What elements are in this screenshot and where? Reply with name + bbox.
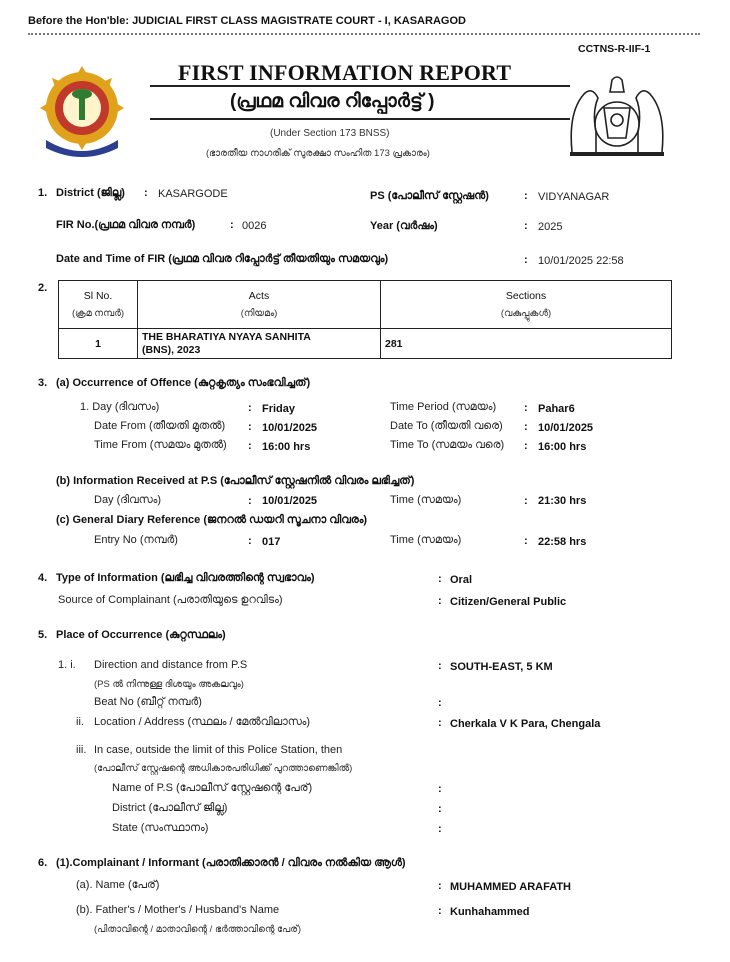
col-sections-header <box>381 281 672 329</box>
entry-no-value: 017 <box>262 536 281 548</box>
year-value: 2025 <box>538 221 563 233</box>
outside-limit-label-ml: (പോലീസ് സ്റ്റേഷന്റെ അധികാരപരിധിക്ക് പുറത്താണെങ്കിൽ) <box>94 763 353 774</box>
received-time-label: Time (സമയം) <box>390 494 462 506</box>
father-name-label-ml: (പിതാവിന്റെ / മാതാവിന്റെ / ഭർത്താവിന്റെ പേര്) <box>94 924 302 935</box>
complainant-heading: (1).Complainant / Informant (പരാതിക്കാരൻ / വിവരം നൽകിയ ആൾ) <box>56 857 406 869</box>
ps-colon: : <box>524 190 528 202</box>
fir-datetime-label: Date and Time of FIR (പ്രഥമ വിവര റിപ്പോർട്ട് തീയതിയും സമയവും) <box>56 253 389 265</box>
entry-no-label: Entry No (നമ്പർ) <box>94 534 178 546</box>
fir-datetime-value: 10/01/2025 22:58 <box>538 255 624 267</box>
source-value: Citizen/General Public <box>450 596 567 608</box>
title-underline <box>150 85 570 87</box>
gd-time-value: 22:58 hrs <box>538 536 587 548</box>
direction-label-ml: (PS ൽ നിന്നുള്ള ദിശയും അകലവും) <box>94 679 244 690</box>
district-colon: : <box>144 187 148 199</box>
source-colon: : <box>438 595 442 607</box>
col-sl-ml: (ക്രമ നമ്പർ) <box>71 308 125 319</box>
under-section: (Under Section 173 BNSS) <box>270 128 390 139</box>
col-sl-en: Sl No. <box>83 290 113 302</box>
info-type-colon: : <box>438 573 442 585</box>
row-act <box>138 329 381 359</box>
gd-time-label: Time (സമയം) <box>390 534 462 546</box>
section-4-number: 4. <box>38 572 48 584</box>
time-to-colon: : <box>524 440 528 452</box>
time-from-value: 16:00 hrs <box>262 441 311 453</box>
kerala-police-emblem-icon <box>36 66 128 162</box>
col-acts-ml: (നിയമം) <box>240 308 278 319</box>
outside-district-label: District (പോലീസ് ജില്ല) <box>112 802 228 814</box>
fir-datetime-colon: : <box>524 254 528 266</box>
district-label: District (ജില്ല) <box>56 187 125 199</box>
report-title: FIRST INFORMATION REPORT <box>178 60 512 85</box>
date-from-label: Date From (തീയതി മുതൽ) <box>94 420 226 432</box>
outside-ps-name-label: Name of P.S (പോലീസ് സ്റ്റേഷന്റെ പേര്) <box>112 782 313 794</box>
received-time-value: 21:30 hrs <box>538 495 587 507</box>
date-to-value: 10/01/2025 <box>538 422 594 434</box>
row-act-line2: (BNS), 2023 <box>142 343 201 356</box>
complainant-name-colon: : <box>438 880 442 892</box>
kerala-state-emblem-icon <box>562 72 672 164</box>
title-underline-2 <box>150 118 570 120</box>
outside-state-label: State (സംസ്ഥാനം) <box>112 822 209 834</box>
day-value: Friday <box>262 403 296 415</box>
fir-colon: : <box>230 219 234 231</box>
direction-value: SOUTH-EAST, 5 KM <box>450 661 553 673</box>
col-acts-header <box>138 281 381 329</box>
place-heading: Place of Occurrence (കുറ്റസ്ഥലം) <box>56 629 226 641</box>
col-acts-en: Acts <box>248 290 270 302</box>
section-3-number: 3. <box>38 377 48 389</box>
location-value: Cherkala V K Para, Chengala <box>450 718 601 730</box>
section-5-number: 5. <box>38 629 48 641</box>
table-row <box>59 329 672 359</box>
received-day-label: Day (ദിവസം) <box>94 494 162 506</box>
received-time-colon: : <box>524 495 528 507</box>
father-name-colon: : <box>438 905 442 917</box>
father-name-label: (b). Father's / Mother's / Husband's Name <box>76 904 280 916</box>
ps-label: PS (പോലീസ് സ്റ്റേഷൻ) <box>370 190 489 202</box>
direction-colon: : <box>438 660 442 672</box>
form-code: CCTNS-R-IIF-1 <box>578 43 651 55</box>
col-sl-header <box>59 281 138 329</box>
time-from-label: Time From (സമയം മുതൽ) <box>94 439 227 451</box>
info-type-heading: Type of Information (ലഭിച്ച വിവരത്തിന്റെ സ്വഭാവം) <box>56 572 315 584</box>
row-sections: 281 <box>381 329 672 359</box>
location-label: Location / Address (സ്ഥലം / മേൽവിലാസം) <box>94 716 311 728</box>
complainant-name-value: MUHAMMED ARAFATH <box>450 881 571 893</box>
complainant-name-label: (a). Name (പേര്) <box>76 879 160 891</box>
gd-reference-heading: (c) General Diary Reference (ജനറൽ ഡയറി സൂചനാ വിവരം) <box>56 514 368 526</box>
col-sections-ml: (വകുപ്പുകൾ) <box>500 308 552 319</box>
outside-limit-label: In case, outside the limit of this Police Station, then <box>94 744 343 756</box>
day-label: 1. Day (ദിവസം) <box>80 401 160 413</box>
occurrence-heading: (a) Occurrence of Offence (കുറ്റകൃത്യം സംഭവിച്ചത്) <box>56 377 311 389</box>
acts-table-header <box>59 281 672 329</box>
location-colon: : <box>438 717 442 729</box>
father-name-value: Kunhahammed <box>450 906 530 918</box>
section-6-number: 6. <box>38 857 48 869</box>
outside-district-colon: : <box>438 803 442 815</box>
entry-no-colon: : <box>248 535 252 547</box>
received-day-value: 10/01/2025 <box>262 495 318 507</box>
row-sl: 1 <box>59 329 138 359</box>
district-value: KASARGODE <box>158 188 228 200</box>
header-divider <box>28 33 700 35</box>
gd-time-colon: : <box>524 535 528 547</box>
beat-colon: : <box>438 697 442 709</box>
acts-table <box>58 280 672 359</box>
received-day-colon: : <box>248 495 252 507</box>
fir-value: 0026 <box>242 220 267 232</box>
time-to-label: Time To (സമയം വരെ) <box>390 439 505 451</box>
info-type-value: Oral <box>450 574 473 586</box>
date-from-colon: : <box>248 421 252 433</box>
section-1-number: 1. <box>38 187 48 199</box>
date-to-colon: : <box>524 421 528 433</box>
date-to-label: Date To (തീയതി വരെ) <box>390 420 503 432</box>
outside-state-colon: : <box>438 823 442 835</box>
direction-label: Direction and distance from P.S <box>94 659 248 671</box>
item-iii-number: iii. <box>76 744 87 756</box>
outside-ps-name-colon: : <box>438 783 442 795</box>
time-period-colon: : <box>524 402 528 414</box>
ps-value: VIDYANAGAR <box>538 191 610 203</box>
day-colon: : <box>248 402 252 414</box>
row-act-line1: THE BHARATIYA NYAYA SANHITA <box>142 330 311 343</box>
info-received-heading: (b) Information Received at P.S (പോലീസ് സ്റ്റേഷനിൽ വിവരം ലഭിച്ചത്) <box>56 475 415 487</box>
date-from-value: 10/01/2025 <box>262 422 318 434</box>
time-period-value: Pahar6 <box>538 403 575 415</box>
fir-label: FIR No.(പ്രഥമ വിവര നമ്പർ) <box>56 219 196 231</box>
item-i-number: 1. i. <box>58 659 76 671</box>
section-2-number: 2. <box>38 282 48 294</box>
time-to-value: 16:00 hrs <box>538 441 587 453</box>
col-sections-en: Sections <box>505 290 547 302</box>
time-period-label: Time Period (സമയം) <box>390 401 497 413</box>
item-ii-number: ii. <box>76 716 84 728</box>
year-label: Year (വർഷം) <box>370 220 438 232</box>
court-header: Before the Hon'ble: JUDICIAL FIRST CLASS MAGISTRATE COURT - I, KASARAGOD <box>28 15 466 27</box>
report-title-ml: (പ്രഥമ വിവര റിപ്പോർട്ട് ) <box>230 91 435 112</box>
year-colon: : <box>524 220 528 232</box>
time-from-colon: : <box>248 440 252 452</box>
under-section-ml: (ഭാരതീയ നാഗരിക് സുരക്ഷാ സംഹിത 173 പ്രകാരം) <box>206 148 430 159</box>
source-label: Source of Complainant (പരാതിയുടെ ഉറവിടം) <box>58 594 283 606</box>
beat-label: Beat No (ബീറ്റ് നമ്പർ) <box>94 696 202 708</box>
